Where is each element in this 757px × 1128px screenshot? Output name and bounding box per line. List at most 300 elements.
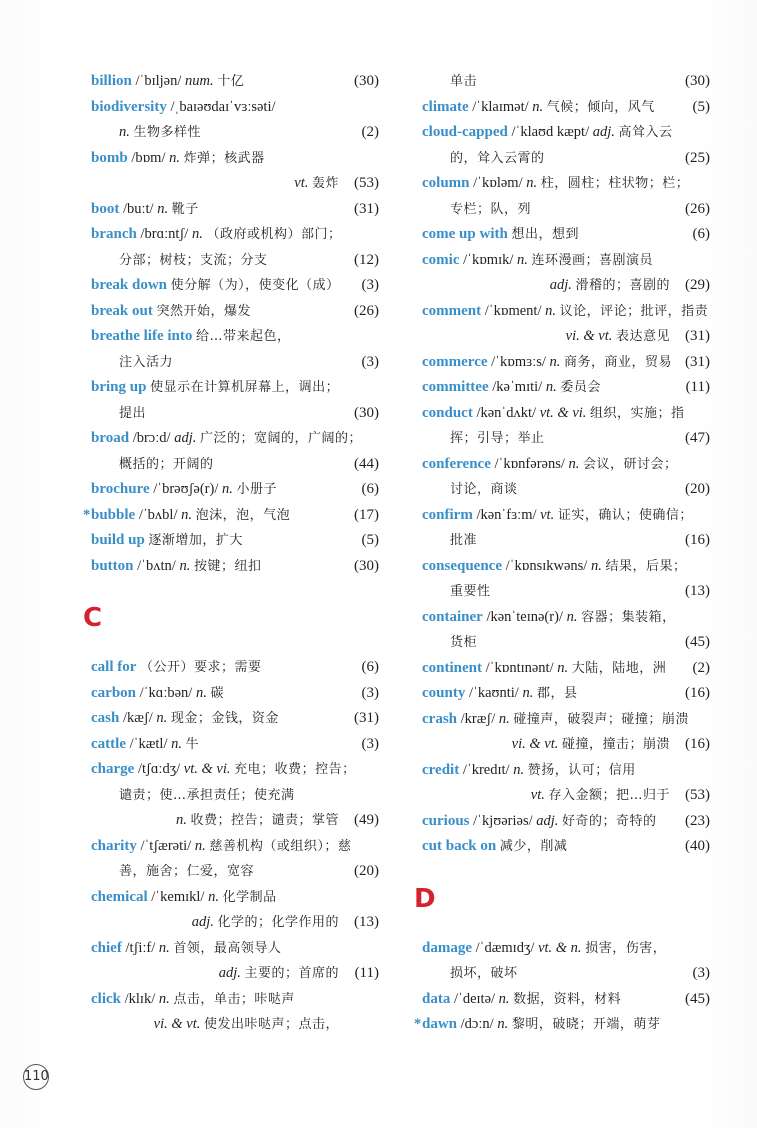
entry-continuation	[91, 808, 379, 834]
unit-reference: (29)	[685, 277, 710, 293]
glossary-entry	[91, 197, 379, 223]
unit-reference: (53)	[685, 787, 710, 803]
glossary-entry	[422, 171, 710, 197]
part-of-speech: adj.	[174, 430, 197, 446]
unit-reference: (25)	[685, 149, 710, 166]
definition: 议论，评论；批评，指责	[559, 303, 709, 319]
phonetic: /ˈbɪljən/	[135, 73, 182, 89]
part-of-speech: n.	[498, 990, 510, 1007]
glossary-entry	[91, 324, 379, 350]
left-column	[83, 69, 379, 1038]
unit-reference: (6)	[692, 226, 710, 242]
definition: 高耸入云	[618, 125, 673, 140]
glossary-entry	[422, 95, 710, 121]
part-of-speech: n.	[157, 200, 169, 217]
glossary-entry	[422, 222, 710, 248]
part-of-speech: n.	[526, 175, 538, 191]
phonetic: /ˈklaʊd kæpt/	[511, 124, 590, 140]
definition: 郡，县	[536, 686, 578, 701]
glossary-entry	[422, 452, 710, 478]
headword: biodiversity	[91, 98, 167, 115]
headword: commerce	[422, 353, 488, 370]
glossary-entry	[414, 1012, 710, 1038]
part-of-speech: n.	[497, 1016, 509, 1032]
definition: 证实，确认；使确信；	[557, 507, 693, 523]
unit-reference: (31)	[685, 353, 710, 370]
definition: 赞扬，认可；信用	[527, 762, 636, 778]
glossary-entry	[91, 95, 379, 121]
definition: 现金；金钱，资金	[170, 711, 279, 726]
glossary-entry	[422, 758, 710, 784]
entry-continuation	[91, 783, 379, 809]
unit-reference: (13)	[354, 914, 379, 930]
headword: comic	[422, 251, 460, 268]
entry-continuation	[422, 477, 710, 503]
unit-reference: (6)	[361, 481, 379, 497]
definition: 单击	[450, 74, 478, 89]
headword: confirm	[422, 506, 473, 523]
definition: 滑稽的；喜剧的	[575, 278, 670, 293]
part-of-speech: n.	[532, 98, 544, 115]
definition: 给…带来起色，	[196, 329, 291, 344]
part-of-speech: n.	[158, 990, 170, 1007]
headword: data	[422, 990, 451, 1007]
headword: cut back on	[422, 838, 497, 854]
entry-continuation	[422, 146, 710, 172]
headword: damage	[422, 939, 472, 956]
part-of-speech: vt. & vi.	[539, 404, 587, 421]
unit-reference: (20)	[685, 481, 710, 497]
phonetic: /ˈbrəʊʃə(r)/	[153, 481, 219, 497]
headword: billion	[91, 73, 132, 89]
phonetic: /ˈkjʊəriəs/	[473, 812, 533, 829]
part-of-speech: n.	[181, 506, 192, 523]
part-of-speech: vt. & vi.	[183, 761, 231, 777]
entry-continuation	[422, 579, 710, 605]
part-of-speech: vi. & vt.	[511, 736, 559, 752]
star-marker: *	[83, 506, 91, 523]
unit-reference: (40)	[685, 838, 710, 854]
unit-reference: (5)	[361, 532, 379, 548]
phonetic: /ˌbaɪəʊdaɪˈvɜːsəti/	[170, 98, 276, 115]
definition: 专栏；队，列	[450, 201, 532, 217]
unit-reference: (26)	[685, 200, 710, 217]
phonetic: /ˈdeɪtə/	[453, 990, 496, 1007]
definition: 使发出咔哒声；点击，	[203, 1017, 339, 1032]
entry-continuation	[91, 1012, 379, 1038]
part-of-speech: n.	[169, 149, 180, 166]
headword: comment	[422, 302, 482, 319]
glossary-entry	[83, 503, 379, 529]
unit-reference: (45)	[685, 634, 710, 650]
entry-continuation	[422, 528, 710, 554]
entry-continuation	[91, 171, 379, 197]
unit-reference: (2)	[361, 124, 379, 140]
headword: click	[91, 990, 121, 1007]
unit-reference: (30)	[354, 73, 379, 89]
definition: 使分解（为），使变化（成）	[170, 278, 340, 293]
part-of-speech: n.	[175, 812, 187, 828]
part-of-speech: n.	[171, 735, 182, 752]
definition: 碰撞，撞击；崩溃	[561, 737, 670, 752]
headword: button	[91, 557, 134, 574]
definition: 点击，单击；咔哒声	[173, 991, 295, 1007]
phonetic: /kənˈdʌkt/	[476, 404, 537, 421]
glossary-entry	[91, 936, 379, 962]
headword: bomb	[91, 149, 128, 166]
part-of-speech: n.	[194, 837, 206, 854]
phonetic: /ˈkɒntɪnənt/	[485, 659, 554, 676]
headword: bring up	[91, 379, 147, 395]
phonetic: /ˈkemɪkl/	[151, 888, 205, 905]
phonetic: /klɪk/	[124, 990, 156, 1007]
unit-reference: (11)	[685, 379, 710, 395]
headword: break out	[91, 302, 153, 319]
phonetic: /dɔːn/	[460, 1016, 494, 1032]
part-of-speech: n.	[498, 710, 510, 727]
phonetic: /kəˈmɪti/	[492, 379, 543, 395]
definition: 数据，资料，材料	[513, 991, 622, 1007]
glossary-entry	[422, 299, 710, 325]
headword: county	[422, 685, 466, 701]
entry-continuation	[91, 401, 379, 427]
part-of-speech: n.	[195, 684, 207, 701]
headword: conduct	[422, 404, 473, 421]
entry-continuation	[422, 426, 710, 452]
headword: bubble	[91, 506, 136, 523]
definition: 广泛的；宽阔的，广阔的；	[199, 431, 362, 446]
phonetic: /brɑːntʃ/	[140, 226, 189, 242]
unit-reference: (23)	[685, 812, 710, 829]
part-of-speech: n.	[549, 353, 561, 370]
unit-reference: (47)	[685, 430, 710, 446]
definition: 突然开始，爆发	[156, 303, 251, 319]
glossary-entry	[422, 605, 710, 631]
phonetic: /ˈkredɪt/	[462, 761, 510, 778]
headword: break down	[91, 277, 167, 293]
definition: 注入活力	[119, 354, 174, 370]
definition: 慈善机构（或组织）；慈	[209, 838, 352, 854]
headword: brochure	[91, 481, 150, 497]
unit-reference: (53)	[354, 175, 379, 191]
definition: 生物多样性	[133, 125, 202, 140]
definition: 概括的；开阔的	[119, 456, 214, 472]
definition: 想出，想到	[511, 227, 579, 242]
headword: charity	[91, 837, 137, 854]
part-of-speech: adj.	[549, 277, 572, 293]
definition: 分部；树枝；支流；分支	[119, 252, 268, 268]
phonetic: /ˈkɒləm/	[473, 175, 523, 191]
definition: 减少，削减	[499, 839, 568, 854]
unit-reference: (26)	[354, 302, 379, 319]
part-of-speech: n.	[557, 659, 569, 676]
part-of-speech: n.	[522, 685, 534, 701]
definition: 使显示在计算机屏幕上，调出；	[150, 380, 340, 395]
definition: 逐渐增加，扩大	[148, 533, 243, 548]
definition: 泡沫，泡，气泡	[195, 507, 291, 523]
definition: 委员会	[560, 380, 601, 395]
part-of-speech: vi. & vt.	[565, 328, 613, 344]
glossary-entry	[422, 350, 710, 376]
phonetic: /ˈkɒnfərəns/	[494, 455, 565, 472]
unit-reference: (30)	[354, 404, 379, 421]
definition: 牛	[185, 736, 200, 752]
phonetic: /ˈkɒment/	[484, 302, 542, 319]
glossary-entry	[91, 426, 379, 452]
phonetic: /kənˈteɪnə(r)/	[486, 608, 563, 625]
headword: continent	[422, 659, 482, 676]
headword: call for	[91, 659, 137, 675]
definition: 损害，伤害，	[585, 940, 667, 956]
unit-reference: (11)	[354, 965, 379, 981]
headword: container	[422, 608, 483, 625]
entry-continuation	[91, 910, 379, 936]
page-number: 110	[23, 1064, 49, 1090]
entry-continuation	[91, 452, 379, 478]
definition: 碰撞声，破裂声；碰撞；崩溃	[513, 711, 689, 727]
part-of-speech: adj.	[536, 812, 559, 829]
definition: 会议，研讨会；	[583, 456, 678, 472]
phonetic: /ˈbʌtn/	[137, 557, 176, 574]
unit-reference: (12)	[354, 251, 379, 268]
part-of-speech: vt.	[540, 506, 555, 523]
unit-reference: (45)	[685, 990, 710, 1007]
glossary-entry	[422, 809, 710, 835]
glossary-entry	[91, 885, 379, 911]
glossary-entry	[422, 656, 710, 682]
phonetic: /ˈkɒmɪk/	[463, 251, 514, 268]
definition: 组织，实施；指	[590, 405, 685, 421]
part-of-speech: n.	[517, 251, 528, 268]
unit-reference: (49)	[354, 812, 379, 828]
phonetic: /tʃiːf/	[125, 939, 156, 956]
part-of-speech: n.	[158, 939, 170, 956]
definition: 小册子	[236, 482, 277, 497]
headword: carbon	[91, 684, 136, 701]
phonetic: /kæʃ/	[122, 710, 153, 726]
glossary-entry	[91, 222, 379, 248]
glossary-entry	[422, 503, 710, 529]
headword: charge	[91, 761, 135, 777]
phonetic: /ˈbʌbl/	[138, 506, 178, 523]
definition: 挥；引导；举止	[450, 431, 545, 446]
entry-continuation	[422, 273, 710, 299]
glossary-entry	[91, 554, 379, 580]
glossary-entry	[91, 299, 379, 325]
definition: 化学的；化学作用的	[217, 915, 339, 930]
headword: come up with	[422, 226, 508, 242]
section-letter: C	[83, 603, 103, 633]
unit-reference: (31)	[685, 328, 710, 344]
entry-continuation	[422, 324, 710, 350]
definition: 好奇的；奇特的	[562, 813, 657, 829]
unit-reference: (31)	[354, 710, 379, 726]
glossary-entry	[422, 707, 710, 733]
headword: consequence	[422, 557, 502, 574]
definition: 结果，后果；	[605, 558, 687, 574]
part-of-speech: n.	[191, 226, 203, 242]
headword: curious	[422, 812, 470, 829]
headword: crash	[422, 710, 457, 727]
definition: 批准	[450, 533, 478, 548]
definition: 的，耸入云霄的	[450, 150, 545, 166]
unit-reference: (2)	[692, 659, 710, 676]
glossary-entry	[91, 987, 379, 1013]
definition: 连环漫画；喜剧演员	[531, 252, 654, 268]
definition: 损坏，破坏	[450, 966, 518, 981]
headword: dawn	[422, 1016, 458, 1032]
glossary-entry	[422, 834, 710, 860]
glossary-entry	[422, 120, 710, 146]
part-of-speech: n.	[208, 888, 219, 905]
part-of-speech: n.	[568, 455, 580, 472]
headword: climate	[422, 98, 469, 115]
part-of-speech: vt.	[530, 787, 545, 803]
part-of-speech: n.	[119, 124, 130, 140]
headword: chief	[91, 939, 122, 956]
part-of-speech: vt.	[294, 175, 309, 191]
part-of-speech: adj.	[592, 124, 615, 140]
headword: credit	[422, 761, 460, 778]
unit-reference: (6)	[361, 659, 379, 675]
definition: 十亿	[217, 74, 245, 89]
glossary-entry	[422, 681, 710, 707]
definition: 讨论，商谈	[450, 482, 518, 497]
headword: build up	[91, 532, 145, 548]
glossary-entry	[91, 655, 379, 681]
headword: breathe life into	[91, 328, 193, 344]
unit-reference: (17)	[354, 506, 379, 523]
unit-reference: (20)	[354, 863, 379, 879]
phonetic: /kənˈfɜːm/	[476, 506, 537, 523]
definition: 商务，商业，贸易	[564, 354, 673, 370]
unit-reference: (30)	[354, 557, 379, 574]
definition: 首领，最高领导人	[173, 940, 282, 956]
unit-reference: (13)	[685, 583, 710, 599]
glossary-entry	[91, 834, 379, 860]
definition: （公开）要求；需要	[140, 660, 262, 675]
entry-continuation	[422, 69, 710, 95]
definition: 谴责；使…承担责任；使充满	[119, 787, 295, 803]
headword: cattle	[91, 735, 126, 752]
unit-reference: (3)	[361, 353, 379, 370]
phonetic: /ˈdæmɪdʒ/	[475, 939, 535, 956]
definition: 货柜	[450, 635, 478, 650]
part-of-speech: adj.	[218, 965, 241, 981]
section-letter: D	[414, 883, 436, 914]
entry-continuation	[91, 859, 379, 885]
unit-reference: (31)	[354, 200, 379, 217]
phonetic: /tʃɑːdʒ/	[137, 761, 181, 777]
headword: cash	[91, 710, 120, 726]
phonetic: /ˈkaʊnti/	[468, 685, 519, 701]
headword: conference	[422, 455, 491, 472]
glossary-entry	[91, 732, 379, 758]
entry-continuation	[422, 630, 710, 656]
part-of-speech: num.	[185, 73, 214, 89]
phonetic: /kræʃ/	[460, 710, 496, 727]
headword: committee	[422, 379, 489, 395]
definition: 气候；倾向，风气	[546, 99, 655, 115]
definition: 主要的；首席的	[244, 966, 339, 981]
glossary-entry	[91, 757, 379, 783]
part-of-speech: adj.	[191, 914, 214, 930]
section-header	[83, 579, 379, 655]
glossary-entry	[91, 146, 379, 172]
entry-continuation	[91, 120, 379, 146]
section-header	[414, 860, 710, 936]
definition: 靴子	[171, 201, 199, 217]
part-of-speech: n.	[566, 608, 578, 625]
unit-reference: (16)	[685, 685, 710, 701]
definition: 提出	[119, 405, 147, 421]
definition: 黎明，破晓；开端，萌芽	[511, 1017, 661, 1032]
part-of-speech: vi. & vt.	[153, 1016, 201, 1032]
entry-continuation	[91, 961, 379, 987]
glossary-entry	[91, 375, 379, 401]
headword: chemical	[91, 888, 148, 905]
entry-continuation	[422, 732, 710, 758]
definition: 化学制品	[222, 889, 277, 905]
part-of-speech: vt. & n.	[538, 939, 582, 956]
unit-reference: (3)	[692, 965, 710, 981]
unit-reference: (3)	[361, 735, 379, 752]
part-of-speech: n.	[545, 302, 556, 319]
part-of-speech: n.	[513, 761, 525, 778]
glossary-entry	[422, 401, 710, 427]
definition: 碳	[210, 685, 224, 701]
glossary-entry	[91, 69, 379, 95]
phonetic: /ˈkɒnsɪkwəns/	[505, 557, 588, 574]
glossary-entry	[422, 554, 710, 580]
phonetic: /ˈkɑːbən/	[139, 684, 193, 701]
definition: （政府或机构）部门；	[206, 227, 342, 242]
unit-reference: (5)	[692, 98, 710, 115]
glossary-entry	[91, 681, 379, 707]
entry-continuation	[91, 350, 379, 376]
entry-continuation	[91, 248, 379, 274]
headword: boot	[91, 200, 120, 217]
glossary-entry	[422, 987, 710, 1013]
glossary-entry	[422, 375, 710, 401]
unit-reference: (3)	[361, 684, 379, 701]
entry-continuation	[422, 961, 710, 987]
headword: broad	[91, 430, 130, 446]
phonetic: /ˈkætl/	[129, 735, 168, 752]
right-column	[414, 69, 710, 1038]
phonetic: /ˈtʃærəti/	[140, 837, 192, 854]
glossary-entry	[91, 477, 379, 503]
glossary-entry	[91, 273, 379, 299]
part-of-speech: n.	[545, 379, 557, 395]
definition: 大陆，陆地，洲	[571, 660, 667, 676]
entry-continuation	[422, 197, 710, 223]
glossary-entry	[422, 936, 710, 962]
phonetic: /bɒm/	[131, 149, 166, 166]
headword: column	[422, 175, 470, 191]
phonetic: /brɔːd/	[132, 430, 171, 446]
glossary-entry	[91, 528, 379, 554]
unit-reference: (16)	[685, 532, 710, 548]
headword: branch	[91, 226, 137, 242]
part-of-speech: n.	[179, 557, 191, 574]
definition: 轰炸	[311, 176, 339, 191]
definition: 善，施舍；仁爱，宽容	[119, 864, 255, 879]
part-of-speech: n.	[221, 481, 233, 497]
part-of-speech: n.	[156, 710, 168, 726]
part-of-speech: n.	[590, 557, 602, 574]
definition: 炸弹；核武器	[183, 150, 265, 166]
